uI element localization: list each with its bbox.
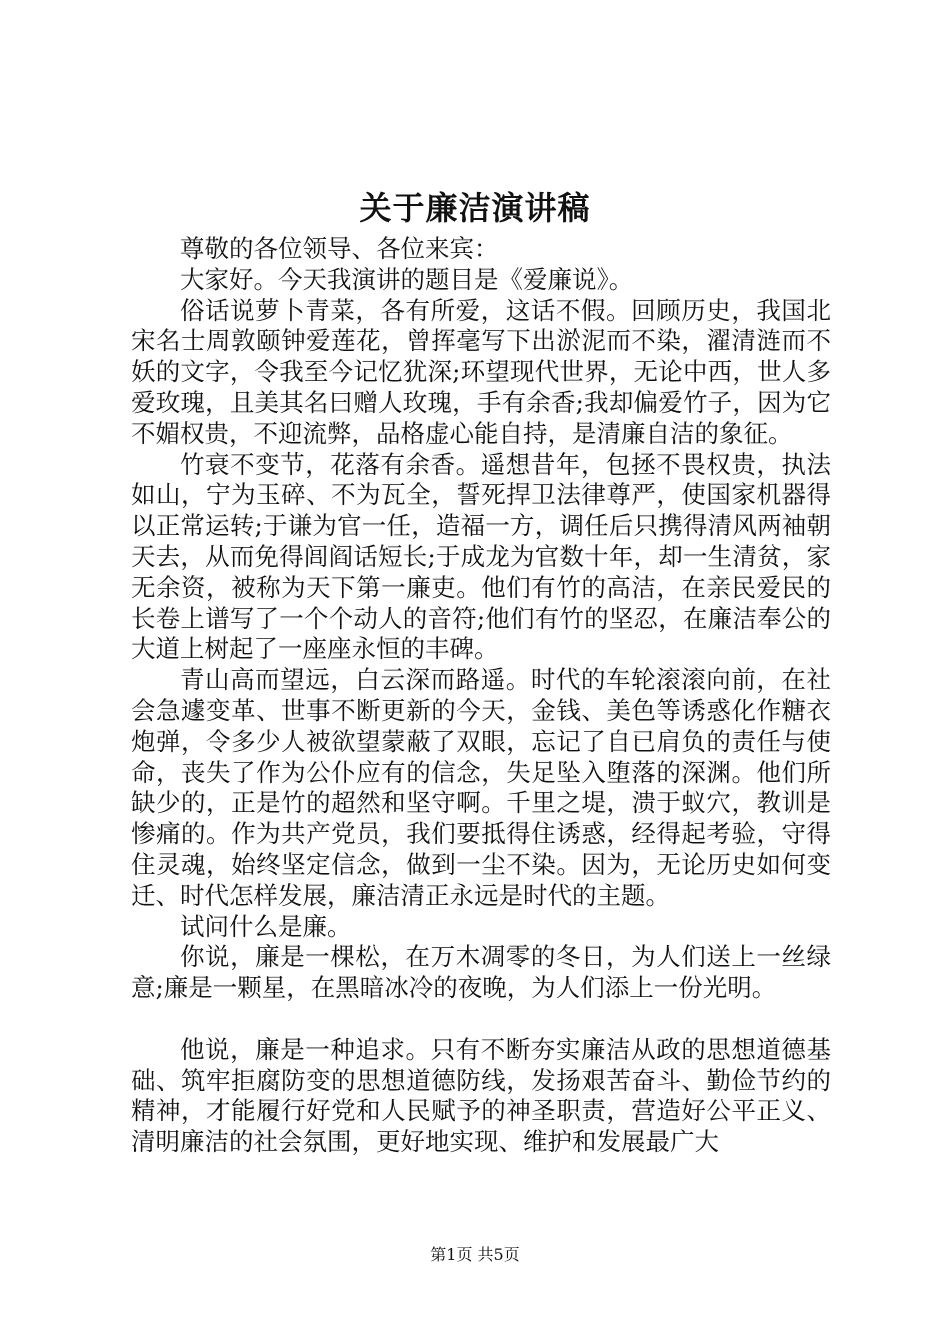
- paragraph-salutation: 尊敬的各位领导、各位来宾：: [180, 234, 499, 263]
- document-title: 关于廉洁演讲稿: [359, 189, 591, 227]
- paragraph: 你说，廉是一棵松，在万木凋零的冬日，为人们送上一丝绿意;廉是一颗星，在黑暗冰冷的夜晚，为人们添上一份光明。: [131, 942, 831, 1003]
- paragraph: 俗话说萝卜青菜，各有所爱，这话不假。回顾历史，我国北宋名士周敦颐钟爱莲花，曾挥毫写下出淤泥而不染，濯清涟而不妖的文字，令我至今记忆犹深;环望现代世界，无论中西，世人多爱玫瑰，且美其名曰赠人玫瑰，手有余香;我却偏爱竹子，因为它不媚权贵，不迎流弊，品格虚心能自持，是清廉自洁的象征。: [131, 295, 831, 448]
- page-number-footer: 第1页 共5页: [430, 1245, 520, 1264]
- paragraph: 青山高而望远，白云深而路遥。时代的车轮滚滚向前，在社会急遽变革、世事不断更新的今天，金钱、美色等诱惑化作糖衣炮弹，令多少人被欲望蒙蔽了双眼，忘记了自已肩负的责任与使命，丧失了作为公仆应有的信念，失足坠入堕落的深渊。他们所缺少的，正是竹的超然和坚守啊。千里之堤，溃于蚁穴，教训是惨痛的。作为共产党员，我们要抵得住诱惑，经得起考验，守得住灵魂，始终坚定信念，做到一尘不染。因为，无论历史如何变迁、时代怎样发展，廉洁清正永远是时代的主题。: [131, 665, 831, 910]
- paragraph: 他说，廉是一种追求。只有不断夯实廉洁从政的思想道德基础、筑牢拒腐防变的思想道德防线，发扬艰苦奋斗、勤俭节约的精神，才能履行好党和人民赋予的神圣职责，营造好公平正义、清明廉洁的社会氛围，更好地实现、维护和发展最广大: [131, 1034, 831, 1157]
- document-body: [131, 234, 831, 1158]
- paragraph: 试问什么是廉。: [180, 911, 352, 941]
- paragraph: 竹衰不变节，花落有余香。遥想昔年，包拯不畏权贵，执法如山，宁为玉碎、不为瓦全，誓死捍卫法律尊严，使国家机器得以正常运转;于谦为官一任，造福一方，调任后只携得清风两袖朝天去，从而免得闾阎话短长;于成龙为官数十年，却一生清贫，家无余资，被称为天下第一廉吏。他们有竹的高洁，在亲民爱民的长卷上谱写了一个个动人的音符;他们有竹的坚忍，在廉洁奉公的大道上树起了一座座永恒的丰碑。: [131, 449, 831, 664]
- paragraph-greeting: 大家好。今天我演讲的题目是《爱廉说》。: [180, 264, 634, 294]
